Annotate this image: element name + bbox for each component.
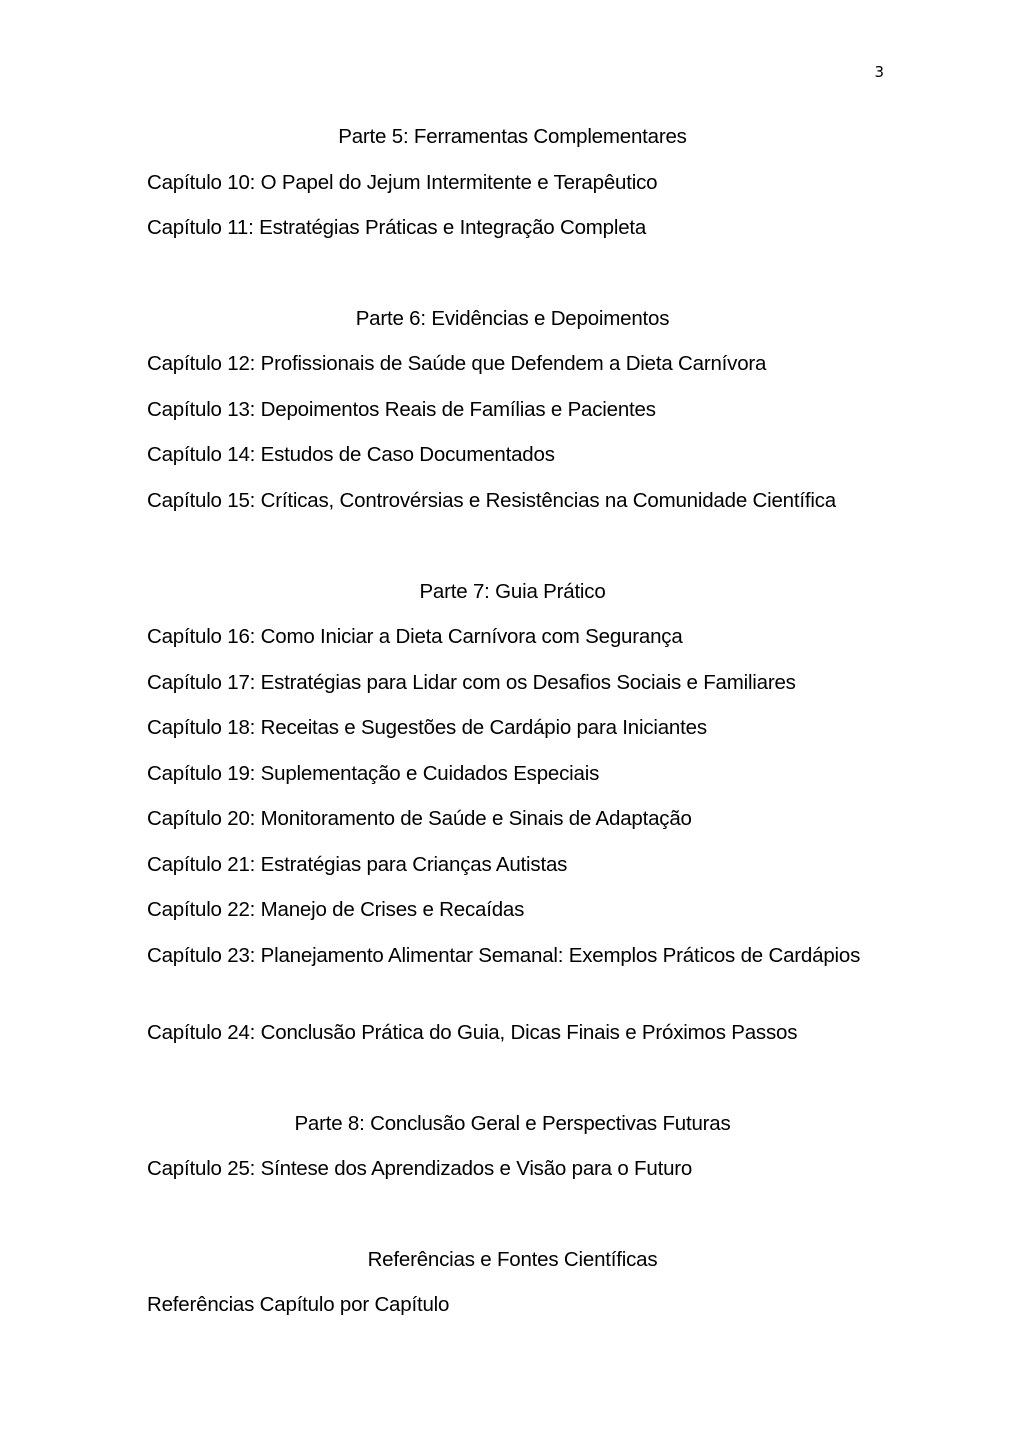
toc-entry: Capítulo 13: Depoimentos Reais de Famílias e Pacientes [147,398,656,421]
toc-entry: Capítulo 15: Críticas, Controvérsias e Resistências na Comunidade Científica [147,489,836,512]
toc-entry: Capítulo 10: O Papel do Jejum Intermitente e Terapêutico [147,171,658,194]
toc-entry: Capítulo 17: Estratégias para Lidar com os Desafios Sociais e Familiares [147,671,796,694]
toc-entry: Capítulo 24: Conclusão Prática do Guia, Dicas Finais e Próximos Passos [147,1021,798,1044]
toc-entry: Capítulo 20: Monitoramento de Saúde e Sinais de Adaptação [147,807,692,830]
part-title: Parte 7: Guia Prático [419,580,606,603]
toc-entry: Capítulo 19: Suplementação e Cuidados Especiais [147,762,600,785]
part-title: Parte 8: Conclusão Geral e Perspectivas Futuras [294,1112,731,1135]
toc-entry: Capítulo 14: Estudos de Caso Documentados [147,443,555,466]
toc-entry: Capítulo 21: Estratégias para Crianças Autistas [147,853,568,876]
toc-entry: Capítulo 22: Manejo de Crises e Recaídas [147,898,525,921]
part-title: Referências e Fontes Científicas [367,1248,658,1271]
toc-entry: Capítulo 18: Receitas e Sugestões de Cardápio para Iniciantes [147,716,707,739]
toc-entry: Capítulo 25: Síntese dos Aprendizados e Visão para o Futuro [147,1157,693,1180]
toc-entry: Capítulo 16: Como Iniciar a Dieta Carnívora com Segurança [147,625,683,648]
toc-entry: Capítulo 11: Estratégias Práticas e Integração Completa [147,216,647,239]
part-title: Parte 6: Evidências e Depoimentos [355,307,670,330]
part-title: Parte 5: Ferramentas Complementares [338,125,687,148]
toc-entry: Capítulo 12: Profissionais de Saúde que Defendem a Dieta Carnívora [147,352,767,375]
page-number: 3 [874,63,884,81]
toc-entry: Capítulo 23: Planejamento Alimentar Semanal: Exemplos Práticos de Cardápios [147,944,861,967]
toc-entry: Referências Capítulo por Capítulo [147,1293,450,1316]
